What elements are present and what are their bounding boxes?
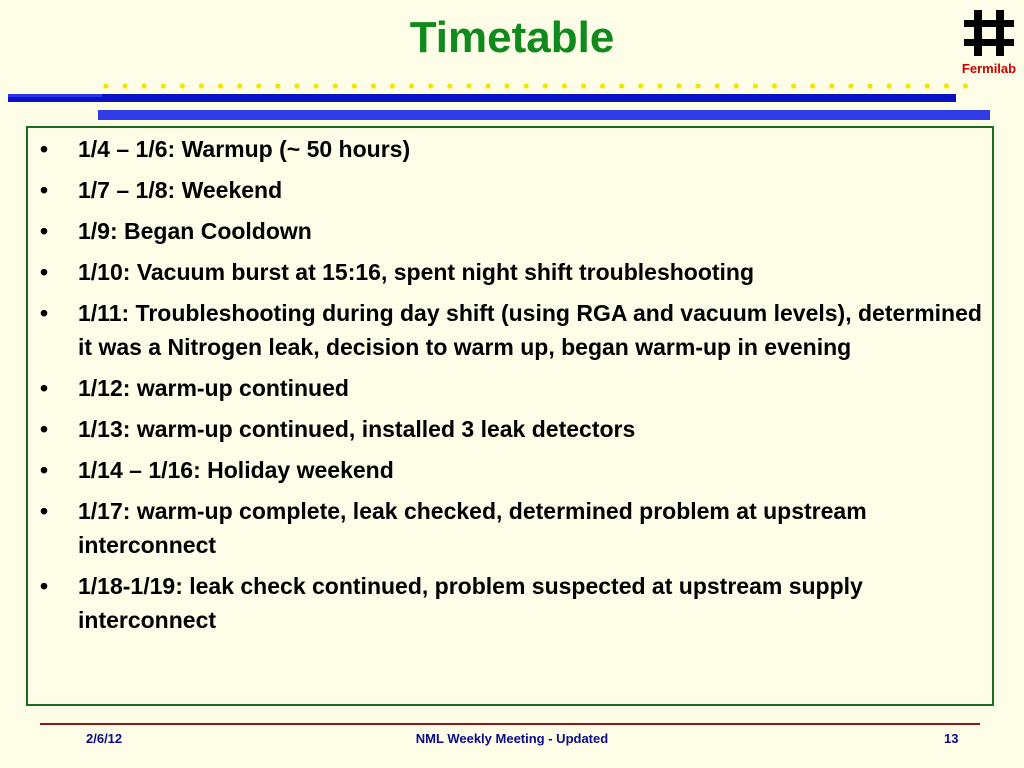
bullet-text: 1/4 – 1/6: Warmup (~ 50 hours) <box>78 136 411 162</box>
footer-date: 2/6/12 <box>86 731 123 746</box>
divider-dot <box>963 83 968 88</box>
fermilab-logo <box>960 8 1018 78</box>
divider-dot <box>409 83 414 88</box>
footer-divider <box>40 723 980 725</box>
divider-dot <box>810 83 815 88</box>
divider-dot <box>237 83 242 88</box>
divider-dot <box>505 83 510 88</box>
list-item <box>30 296 986 364</box>
divider-dot <box>218 83 223 88</box>
divider-dot <box>466 83 471 88</box>
bullet-icon: • <box>40 177 49 203</box>
list-item <box>30 173 986 207</box>
divider-dot <box>619 83 624 88</box>
bullet-icon: • <box>40 457 49 483</box>
divider-dot <box>352 83 357 88</box>
divider-dot <box>696 83 701 88</box>
divider-dot <box>314 83 319 88</box>
header-bar-upper <box>8 94 956 102</box>
divider-dot <box>734 83 739 88</box>
divider-dot <box>657 83 662 88</box>
divider-dot <box>390 83 395 88</box>
list-item <box>30 494 986 562</box>
divider-dot <box>848 83 853 88</box>
divider-dot <box>715 83 720 88</box>
list-item <box>30 132 986 166</box>
page-number: 13 <box>944 731 959 746</box>
bullet-text: 1/14 – 1/16: Holiday weekend <box>78 457 394 483</box>
bullet-icon: • <box>40 300 49 326</box>
divider-dot <box>294 83 299 88</box>
footer-meeting-title: NML Weekly Meeting - Updated <box>415 731 609 746</box>
logo-text: Fermilab <box>961 61 1017 76</box>
bullet-icon: • <box>40 498 49 524</box>
divider-dot <box>676 83 681 88</box>
bullet-list <box>30 132 986 644</box>
content-box <box>26 126 994 706</box>
divider-dot <box>772 83 777 88</box>
list-item <box>30 453 986 487</box>
divider-dot <box>103 83 108 88</box>
divider-dot <box>428 83 433 88</box>
divider-dot <box>256 83 261 88</box>
divider-dot <box>524 83 529 88</box>
list-item <box>30 255 986 289</box>
bullet-icon: • <box>40 416 49 442</box>
divider-dot <box>562 83 567 88</box>
divider-dot <box>944 83 949 88</box>
bullet-text: 1/10: Vacuum burst at 15:16, spent night shift troubleshooting <box>78 259 755 285</box>
divider-dot <box>753 83 758 88</box>
list-item <box>30 371 986 405</box>
divider-dot <box>199 83 204 88</box>
divider-dot <box>485 83 490 88</box>
divider-dot <box>925 83 930 88</box>
bullet-text: 1/13: warm-up continued, installed 3 leak detectors <box>78 416 636 442</box>
divider-dot <box>600 83 605 88</box>
fermilab-logo-icon <box>962 8 1016 58</box>
divider-dot <box>123 83 128 88</box>
header-bar-lower <box>98 110 990 120</box>
bullet-text: 1/17: warm-up complete, leak checked, determined problem at upstream interconnect <box>78 498 867 558</box>
bullet-icon: • <box>40 136 49 162</box>
bullet-text: 1/12: warm-up continued <box>78 375 349 401</box>
bullet-text: 1/9: Began Cooldown <box>78 218 312 244</box>
divider-dot <box>887 83 892 88</box>
bullet-text: 1/7 – 1/8: Weekend <box>78 177 283 203</box>
divider-dot <box>371 83 376 88</box>
divider-dot <box>581 83 586 88</box>
divider-dot <box>161 83 166 88</box>
bullet-text: 1/11: Troubleshooting during day shift (using RGA and vacuum levels), determined it was a Nitrogen leak, decision to warm up, began warm-up in evening <box>78 300 982 360</box>
divider-dot <box>333 83 338 88</box>
list-item <box>30 214 986 248</box>
divider-dot <box>829 83 834 88</box>
divider-dot <box>906 83 911 88</box>
header-bar-notch <box>8 94 102 97</box>
list-item <box>30 412 986 446</box>
bullet-text: 1/18-1/19: leak check continued, problem suspected at upstream supply interconnect <box>78 573 863 633</box>
list-item <box>30 569 986 637</box>
bullet-icon: • <box>40 218 49 244</box>
divider-dot <box>180 83 185 88</box>
bullet-icon: • <box>40 375 49 401</box>
bullet-icon: • <box>40 259 49 285</box>
divider-dot <box>638 83 643 88</box>
divider-dot <box>867 83 872 88</box>
divider-dot <box>142 83 147 88</box>
divider-dot <box>447 83 452 88</box>
divider-dot <box>791 83 796 88</box>
divider-dot <box>543 83 548 88</box>
slide-title: Timetable <box>409 13 615 62</box>
divider-dot <box>275 83 280 88</box>
dotted-divider <box>100 80 980 92</box>
bullet-icon: • <box>40 573 49 599</box>
